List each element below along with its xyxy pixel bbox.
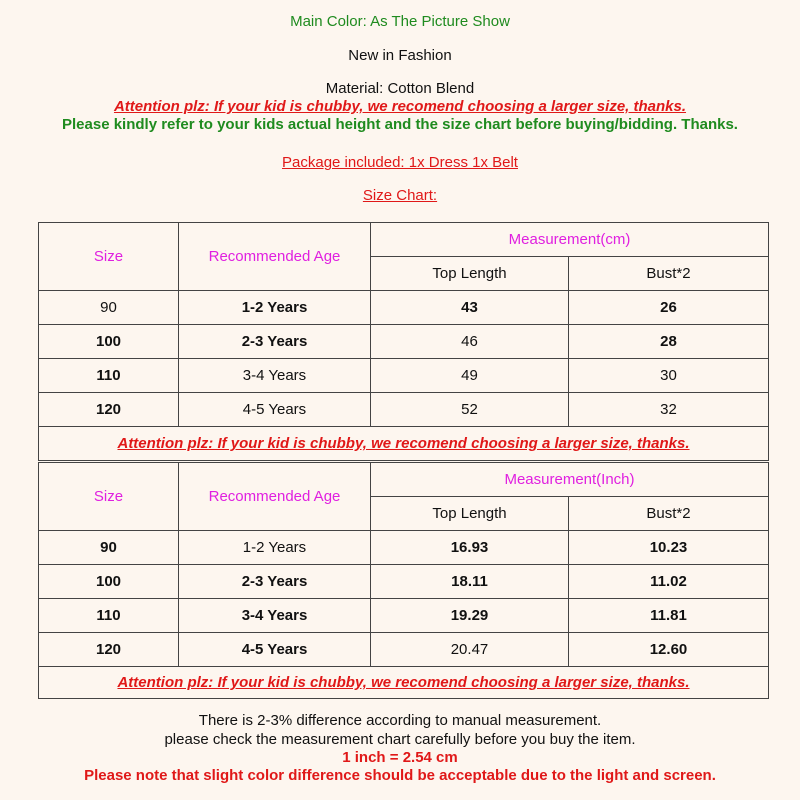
cell-top-length: 20.47 [371,633,569,667]
cell-bust: 26 [569,291,769,325]
table-row [39,291,769,325]
table-row [39,325,769,359]
cell-age: 4-5 Years [179,393,371,427]
check-chart-note: please check the measurement chart carefully before you buy the item. [164,731,636,748]
cell-top-length: 19.29 [371,599,569,633]
cell-size: 90 [39,531,179,565]
cell-top-length: 46 [371,325,569,359]
header-recommended-age: Recommended Age [179,463,371,531]
cell-age: 1-2 Years [179,291,371,325]
table-row [39,599,769,633]
package-included-text: Package included: 1x Dress 1x Belt [282,154,518,171]
cell-bust: 11.02 [569,565,769,599]
cell-size: 110 [39,599,179,633]
cell-size: 120 [39,633,179,667]
cell-bust: 11.81 [569,599,769,633]
cell-bust: 32 [569,393,769,427]
measurement-difference-note: There is 2-3% difference according to manual measurement. [198,712,602,729]
cell-size: 100 [39,565,179,599]
cell-top-length: 52 [371,393,569,427]
color-difference-note: Please note that slight color difference should be acceptable due to the light and screen. [84,767,716,784]
attention-note-cm: Attention plz: If your kid is chubby, we recomend choosing a larger size, thanks. [39,427,769,461]
cell-age: 3-4 Years [179,359,371,393]
cell-size: 120 [39,393,179,427]
cell-bust: 12.60 [569,633,769,667]
table-row [39,359,769,393]
header-top-length: Top Length [371,257,569,291]
main-color-text: Main Color: As The Picture Show [290,13,510,30]
header-measurement: Measurement(cm) [371,223,769,257]
header-size: Size [39,463,179,531]
header-top-length: Top Length [371,497,569,531]
header-measurement: Measurement(Inch) [371,463,769,497]
cell-bust: 10.23 [569,531,769,565]
cell-top-length: 49 [371,359,569,393]
cell-top-length: 18.11 [371,565,569,599]
attention-note-inch: Attention plz: If your kid is chubby, we recomend choosing a larger size, thanks. [39,667,769,699]
cell-age: 3-4 Years [179,599,371,633]
header-recommended-age: Recommended Age [179,223,371,291]
size-table-inch [38,462,769,699]
size-table-cm [38,222,769,461]
attention-note: Attention plz: If your kid is chubby, we recomend choosing a larger size, thanks. [113,98,687,115]
table-row [39,565,769,599]
table-row [39,633,769,667]
cell-size: 100 [39,325,179,359]
refer-size-chart-text: Please kindly refer to your kids actual height and the size chart before buying/bidding. Thanks. [62,116,738,133]
cell-bust: 28 [569,325,769,359]
material-text: Material: Cotton Blend [325,80,475,97]
inch-conversion-note: 1 inch = 2.54 cm [342,749,458,766]
cell-top-length: 16.93 [371,531,569,565]
table-row [39,531,769,565]
new-in-fashion-text: New in Fashion [348,47,452,64]
cell-size: 110 [39,359,179,393]
header-bust: Bust*2 [569,257,769,291]
cell-age: 4-5 Years [179,633,371,667]
cell-age: 2-3 Years [179,325,371,359]
size-chart-heading: Size Chart: [362,187,438,204]
cell-top-length: 43 [371,291,569,325]
cell-bust: 30 [569,359,769,393]
cell-size: 90 [39,291,179,325]
cell-age: 1-2 Years [179,531,371,565]
cell-age: 2-3 Years [179,565,371,599]
header-size: Size [39,223,179,291]
table-row [39,393,769,427]
header-bust: Bust*2 [569,497,769,531]
